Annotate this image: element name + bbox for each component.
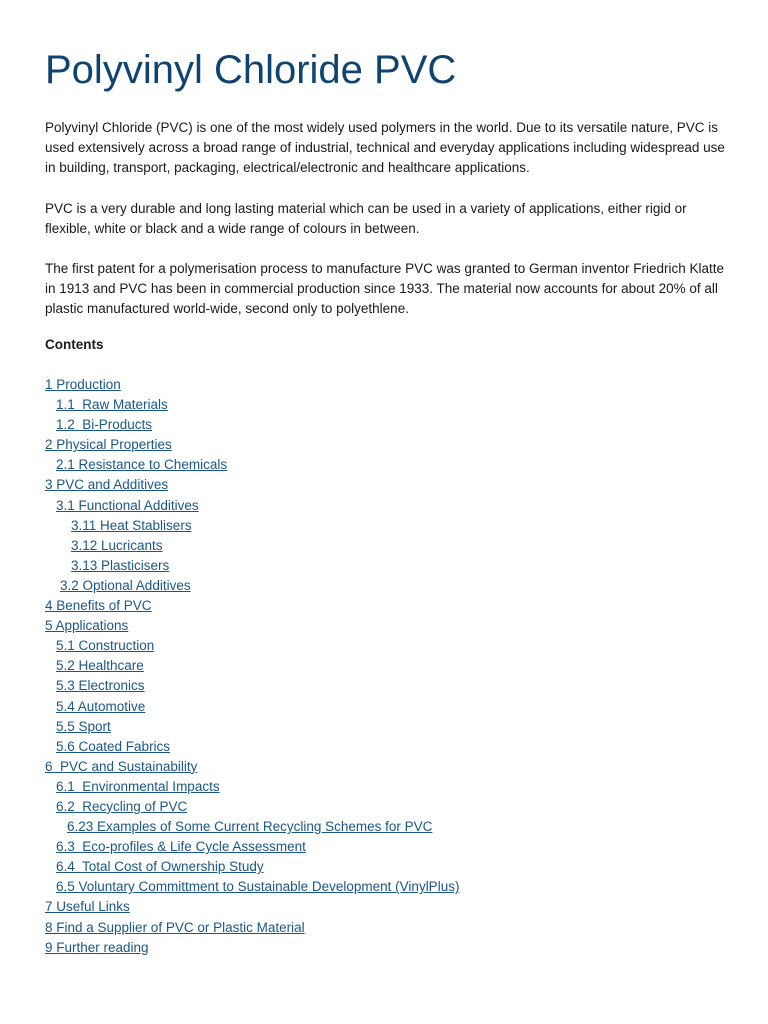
toc-link-plasticisers[interactable]: 3.13 Plasticisers — [71, 557, 170, 573]
contents-heading: Contents — [45, 337, 104, 352]
toc-link-functional-additives[interactable]: 3.1 Functional Additives — [56, 497, 199, 513]
toc-link-benefits-of-pvc[interactable]: 4 Benefits of PVC — [45, 598, 152, 614]
toc-link-pvc-and-additives[interactable]: 3 PVC and Additives — [45, 477, 169, 493]
toc-link-pvc-and-sustainability[interactable]: 6 PVC and Sustainability — [45, 758, 198, 774]
toc-link-environmental-impacts[interactable]: 6.1 Environmental Impacts — [56, 778, 220, 794]
toc-link-voluntary-committment[interactable]: 6.5 Voluntary Committment to Sustainable Development (VinylPlus) — [56, 879, 460, 895]
toc-link-construction[interactable]: 5.1 Construction — [56, 638, 155, 654]
intro-paragraph: Polyvinyl Chloride (PVC) is one of the most widely used polymers in the world. Due to its versatile nature, PVC is used extensively across a broad range of industrial, technical and everyday applications including widespread use in building, transport, packaging, electrical/electronic and healthcare applications. — [45, 120, 725, 176]
toc-link-resistance-to-chemicals[interactable]: 2.1 Resistance to Chemicals — [56, 457, 228, 473]
toc-link-coated-fabrics[interactable]: 5.6 Coated Fabrics — [56, 738, 171, 754]
toc-link-useful-links[interactable]: 7 Useful Links — [45, 899, 130, 915]
toc-link-bi-products[interactable]: 1.2 Bi-Products — [56, 417, 153, 433]
toc-link-optional-additives[interactable]: 3.2 Optional Additives — [60, 577, 191, 593]
page-title: Polyvinyl Chloride PVC — [45, 48, 457, 92]
toc-link-electronics[interactable]: 5.3 Electronics — [56, 678, 145, 694]
table-of-contents — [45, 376, 459, 959]
history-paragraph: The first patent for a polymerisation process to manufacture PVC was granted to German inventor Friedrich Klatte in 1913 and PVC has been in commercial production since 1933. The material now accounts for about 20% of all plastic manufactured world-wide, second only to polyethlene. — [45, 261, 725, 317]
toc-link-production[interactable]: 1 Production — [45, 377, 121, 392]
toc-link-find-a-supplier[interactable]: 8 Find a Supplier of PVC or Plastic Material — [45, 919, 305, 935]
toc-link-applications[interactable]: 5 Applications — [45, 618, 129, 634]
durability-paragraph: PVC is a very durable and long lasting material which can be used in a variety of applications, either rigid or flexible, white or black and a wide range of colours in between. — [45, 201, 687, 237]
toc-link-sport[interactable]: 5.5 Sport — [56, 718, 111, 734]
toc-link-recycling-of-pvc[interactable]: 6.2 Recycling of PVC — [56, 798, 188, 814]
toc-link-raw-materials[interactable]: 1.1 Raw Materials — [56, 397, 168, 413]
toc-link-eco-profiles[interactable]: 6.3 Eco-profiles & Life Cycle Assessment — [56, 839, 306, 855]
toc-link-lucricants[interactable]: 3.12 Lucricants — [71, 537, 163, 553]
toc-link-heat-stablisers[interactable]: 3.11 Heat Stablisers — [71, 517, 192, 533]
toc-link-recycling-schemes[interactable]: 6.23 Examples of Some Current Recycling Schemes for PVC — [67, 819, 433, 835]
toc-link-physical-properties[interactable]: 2 Physical Properties — [45, 437, 172, 453]
toc-link-healthcare[interactable]: 5.2 Healthcare — [56, 658, 144, 674]
toc-link-total-cost-of-ownership[interactable]: 6.4 Total Cost of Ownership Study — [56, 859, 264, 875]
toc-link-automotive[interactable]: 5.4 Automotive — [56, 698, 146, 714]
toc-link-further-reading[interactable]: 9 Further reading — [45, 939, 149, 955]
